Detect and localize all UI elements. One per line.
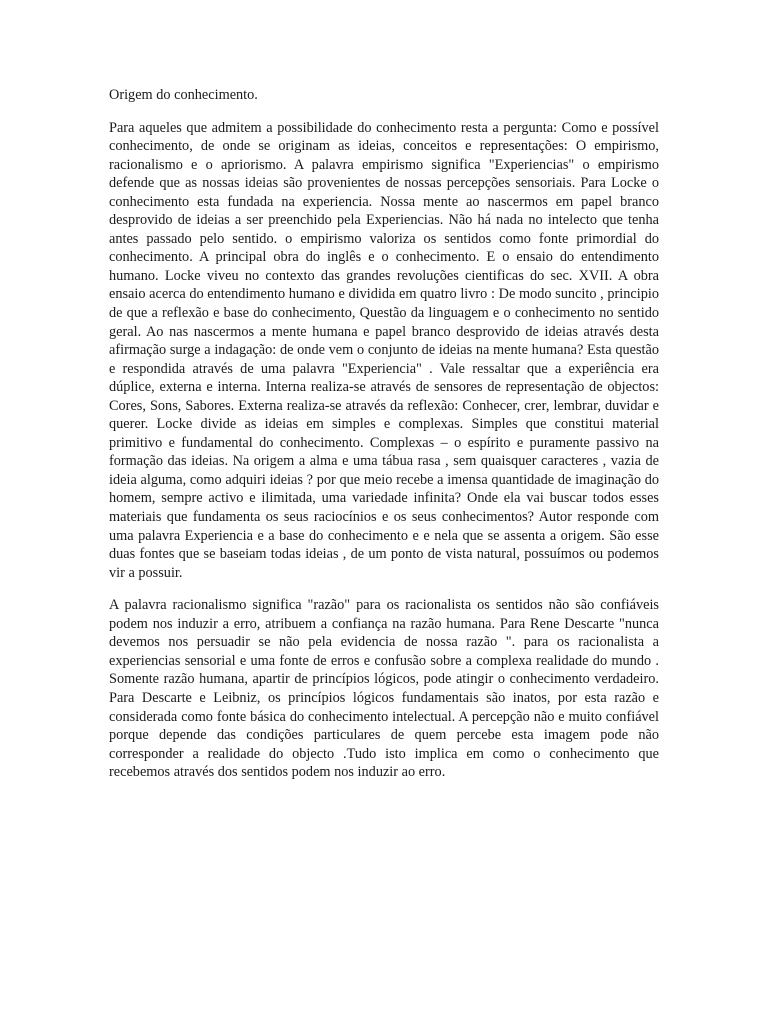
- paragraph-racionalismo: A palavra racionalismo significa "razão" para os racionalista os sentidos não são confiáveis podem nos induzir a erro, atribuem a confiança na razão humana. Para Rene Descarte "nunca devemos nos persuadir se não pela evidencia de nossa razão ". para os racionalista a experiencias sensorial e uma fonte de erros e confusão sobre a complexa realidade do mundo . Somente razão humana, apartir de princípios lógicos, pode atingir o conhecimento verdadeiro. Para Descarte e Leibniz, os princípios lógicos fundamentais são inatos, por esta razão e considerada como fonte básica do conhecimento intelectual. A percepção não e muito confiável porque depende das condições particulares de quem percebe esta imagem pode não corresponder a realidade do objecto .Tudo isto implica em como o conhecimento que recebemos através dos sentidos podem nos induzir ao erro.: [109, 597, 659, 781]
- document-title: Origem do conhecimento.: [109, 87, 258, 103]
- paragraph-empirismo: Para aqueles que admitem a possibilidade do conhecimento resta a pergunta: Como e possível conhecimento, de onde se originam as ideias, conceitos e representações: O empirismo, racionalismo e o apriorismo. A palavra empirismo significa "Experiencias" o empirismo defende que as nossas ideias são provenientes de nossas percepções sensoriais. Para Locke o conhecimento esta fundada na experiencia. Nossa mente ao nascermos em papel branco desprovido de ideias a ser preenchido pela Experiencias. Não há nada no intelecto que tenha antes passado pelo sentido. o empirismo valoriza os sentidos como fonte primordial do conhecimento. A principal obra do inglês e o conhecimento. E o ensaio do entendimento humano. Locke viveu no contexto das grandes revoluções cientificas do sec. XVII. A obra ensaio acerca do entendimento humano e dividida em quatro livro : De modo suncito , principio de que a reflexão e base do conhecimento, Questão da linguagem e o conhecimento no sentido geral. Ao nas nascermos a mente humana e papel branco desprovido de ideias através desta afirmação surge a indagação: de onde vem o conjunto de ideias na mente humana? Esta questão e respondida através de uma palavra "Experiencia" . Vale ressaltar que a experiência era dúplice, externa e interna. Interna realiza-se através de sensores de representação de objectos: Cores, Sons, Sabores. Externa realiza-se através da reflexão: Conhecer, crer, lembrar, duvidar e querer. Locke divide as ideias em simples e complexas. Simples que constitui material primitivo e fundamental do conhecimento. Complexas – o espírito e puramente passivo na formação das ideias. Na origem a alma e uma tábua rasa , sem quaisquer caracteres , vazia de ideia alguma, como adquiri ideias ? por que meio recebe a imensa quantidade de imaginação do homem, sempre activo e ilimitada, uma variedade infinita? Onde ela vai buscar todos esses materiais que fundamenta os seus raciocínios e os seus conhecimentos? Autor responde com uma palavra Experiencia e a base do conhecimento e e nela que se assenta a origem. São esse duas fontes que se baseiam todas ideias , de um ponto de vista natural, possuímos ou podemos vir a possuir.: [109, 119, 659, 581]
- document-page: [109, 86, 659, 782]
